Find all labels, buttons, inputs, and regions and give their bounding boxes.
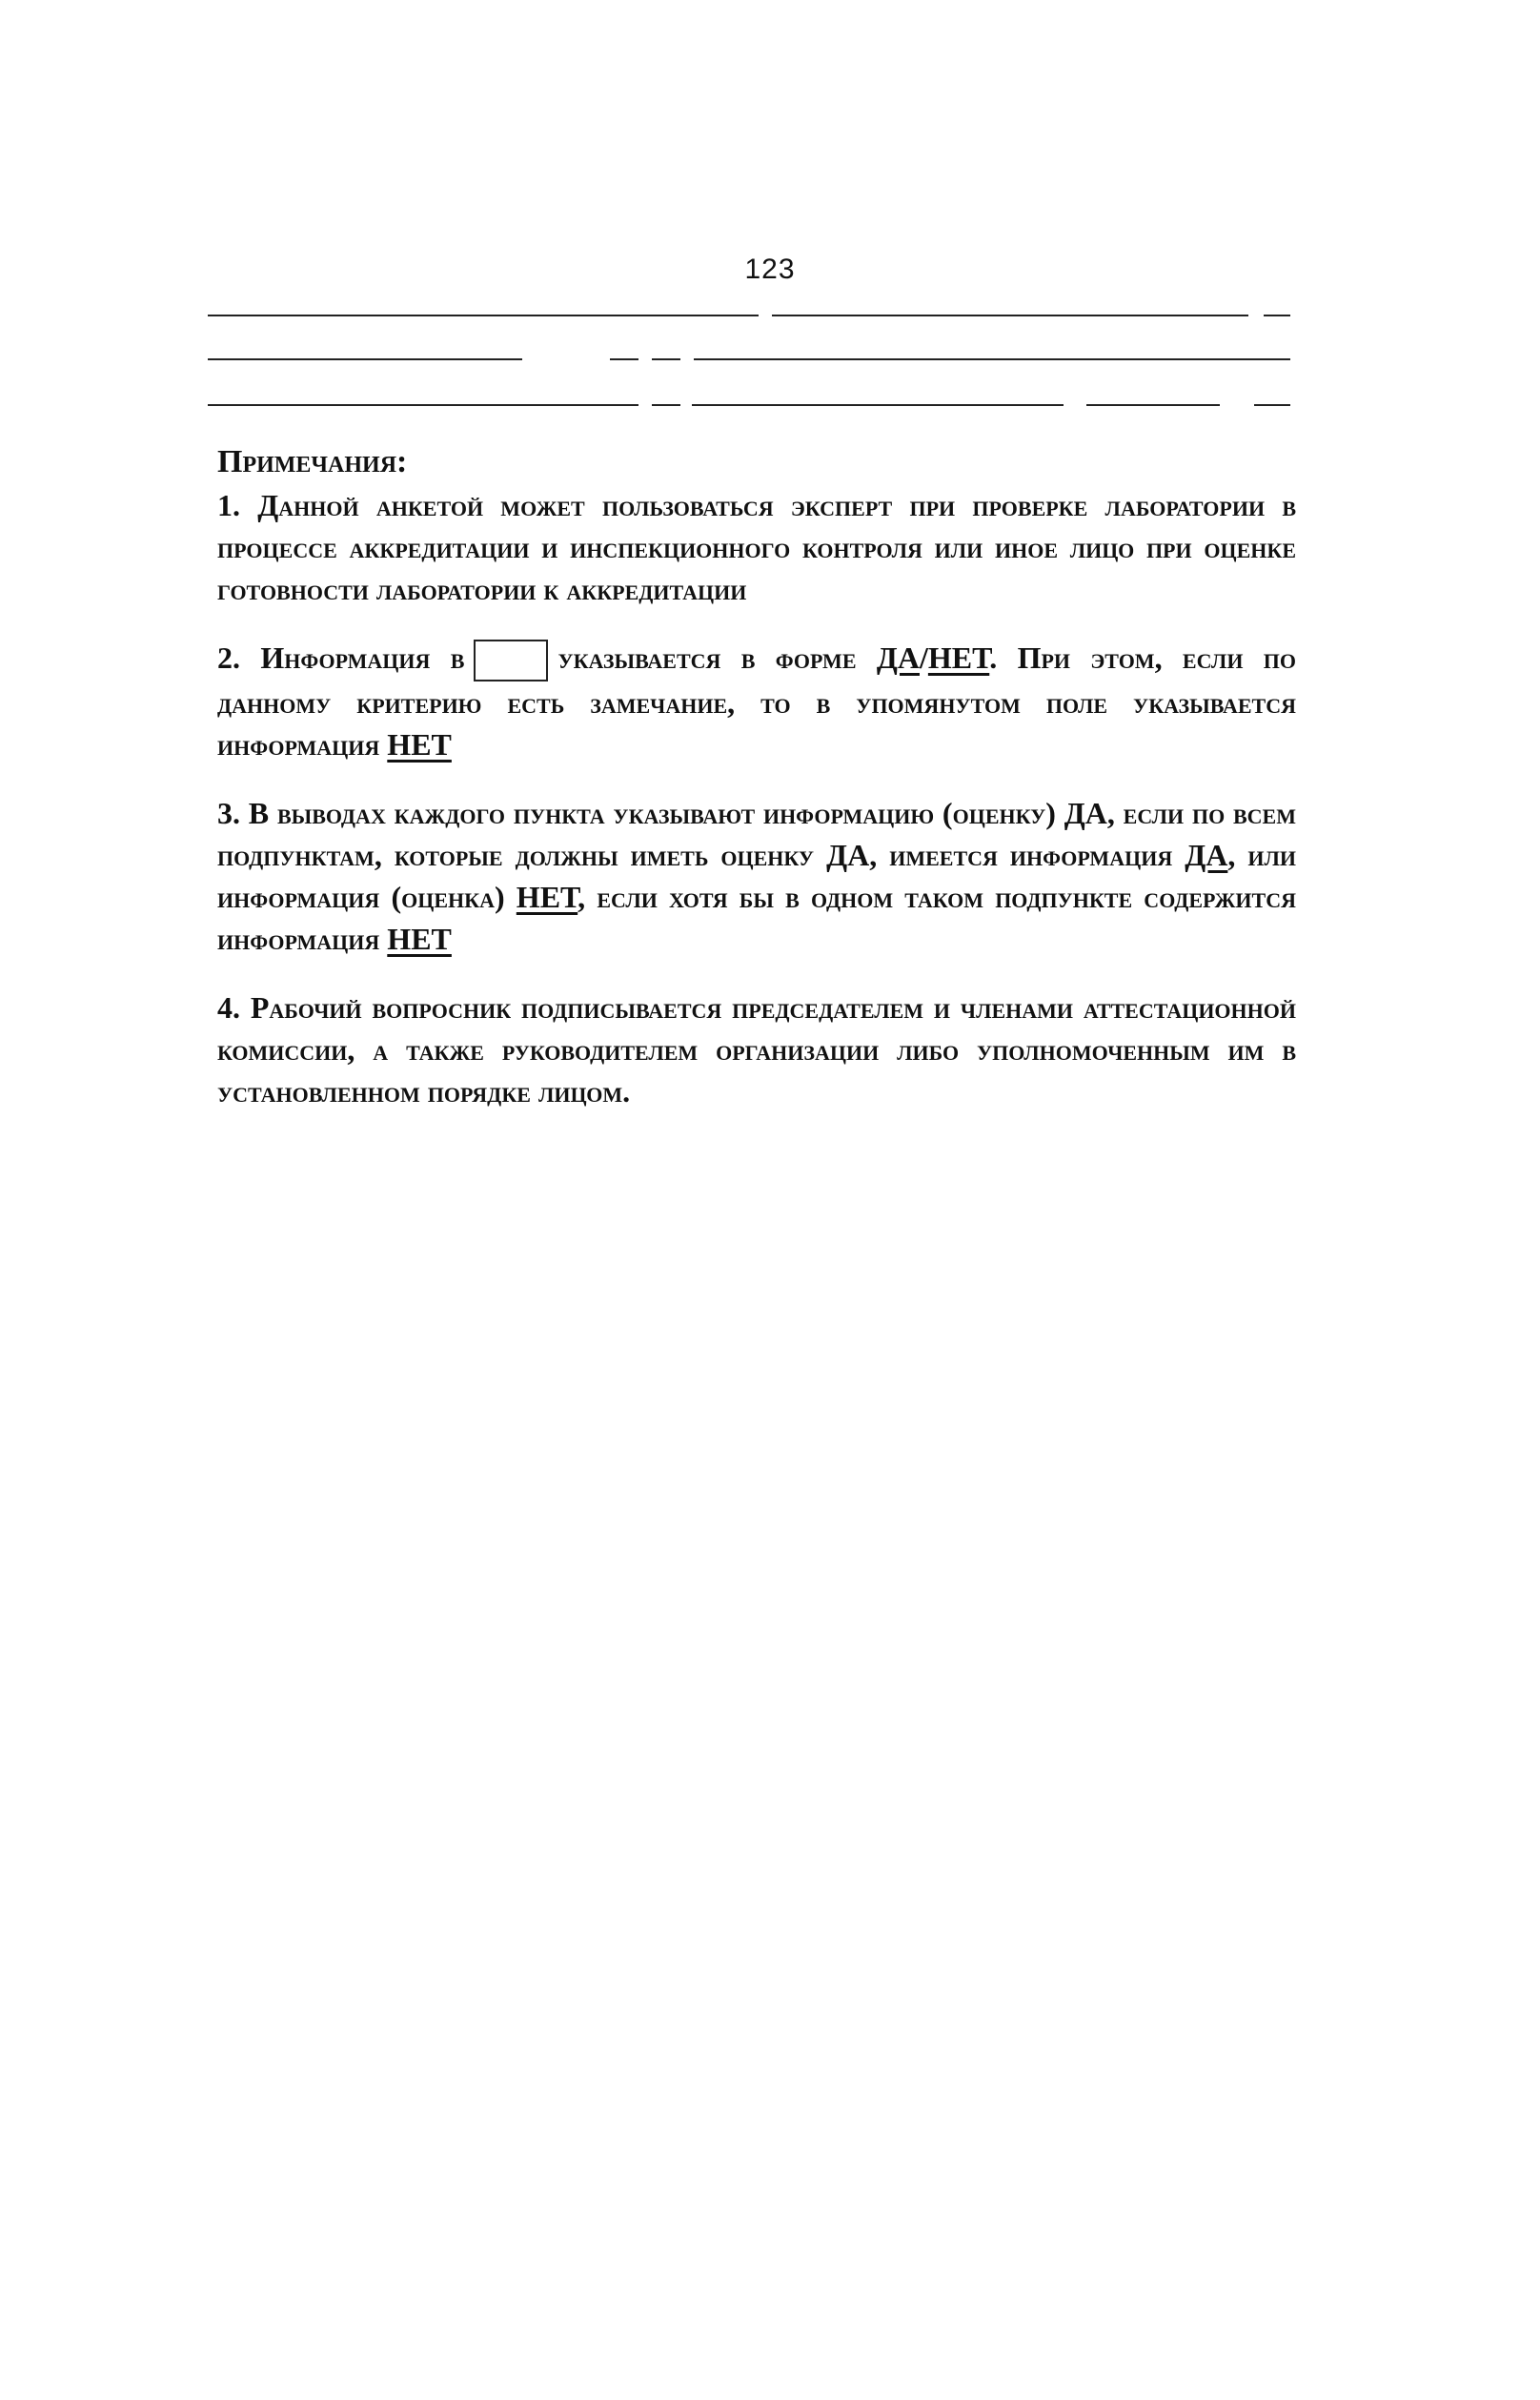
slash: / <box>919 641 928 675</box>
note-2-text: указывается в форме <box>557 641 857 675</box>
note-2-text: 2. Информация в <box>217 641 465 675</box>
rule-line <box>1086 404 1220 406</box>
answer-field-box <box>474 640 548 681</box>
note-2 <box>217 637 1296 765</box>
no-answer: НЕТ <box>516 880 578 914</box>
no-answer: НЕТ <box>927 641 990 675</box>
notes-heading: Примечания: <box>217 444 408 479</box>
note-1: 1. Данной анкетой может пользоваться эксперт при проверке лаборатории в процессе аккредитации и инспекционного контроля или иное лицо при оценке готовности лаборатории к аккредитации <box>217 488 1296 606</box>
rule-line <box>652 404 680 406</box>
note-2-text: . При этом, если по данному критерию есть замечание, то в упомянутом поле указывается информация <box>217 641 1297 762</box>
note-3-text: , если хотя бы в одном таком подпункте содержится информация <box>217 880 1296 956</box>
no-answer: НЕТ <box>387 922 452 956</box>
rule-line <box>1264 315 1290 316</box>
note-3-text: 3. В выводах каждого пункта указывают информацию (оценку) ДА, если по всем подпунктам, которые должны иметь оценку ДА, имеется информация <box>217 796 1296 872</box>
note-3 <box>217 792 1296 960</box>
rule-line <box>208 358 522 360</box>
rule-line <box>652 358 680 360</box>
yes-answer: ДА <box>1185 838 1228 872</box>
note-3-text: , или информация (оценка) <box>217 838 1296 914</box>
rule-line <box>694 358 1290 360</box>
rule-line <box>772 315 1248 316</box>
rule-line <box>208 404 638 406</box>
no-answer: НЕТ <box>387 727 452 762</box>
rule-line <box>1254 404 1290 406</box>
note-4: 4. Рабочий вопросник подписывается председателем и членами аттестационной комиссии, а также руководителем организации либо уполномоченным им в установленном порядке лицом. <box>217 990 1296 1108</box>
yes-answer: ДА <box>876 641 920 675</box>
rule-line <box>208 315 759 316</box>
rule-line <box>610 358 638 360</box>
page-number: 123 <box>744 254 796 285</box>
notes-section <box>217 440 1296 1139</box>
rule-line <box>692 404 1064 406</box>
